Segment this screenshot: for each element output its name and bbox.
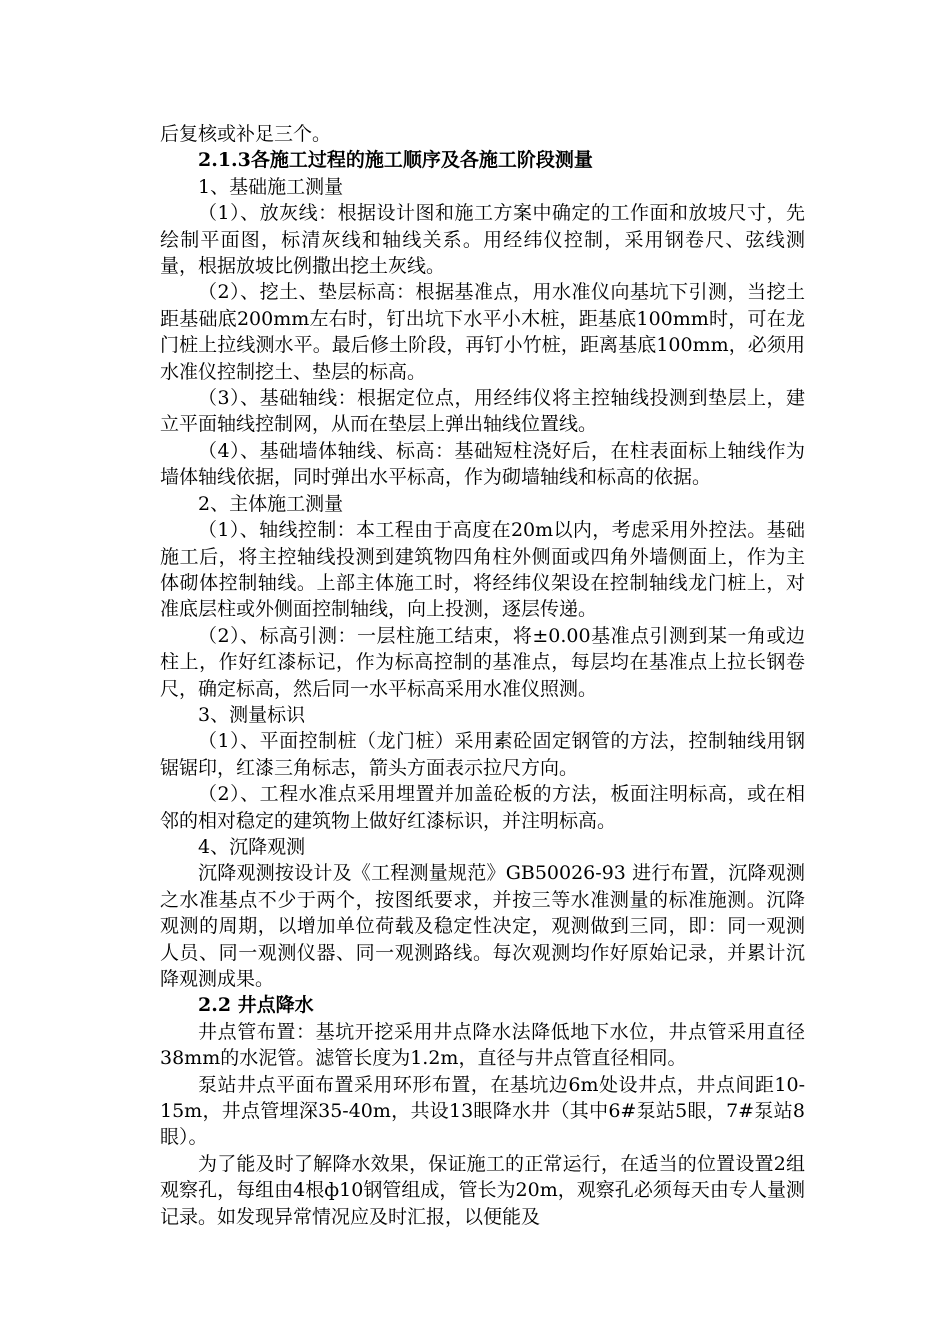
paragraph-benchmarks: （2）、工程水准点采用埋置并加盖砼板的方法，板面注明标高，或在相邻的相对稳定的建筑物上做好红漆标识，并注明标高。 xyxy=(160,783,805,832)
section-heading-2-2: 2.2 井点降水 xyxy=(198,994,314,1017)
paragraph-continuation: 后复核或补足三个。 xyxy=(160,123,332,145)
subsection-heading-settlement: 4、沉降观测 xyxy=(198,835,306,858)
paragraph-lime-line: （1）、放灰线：根据设计图和施工方案中确定的工作面和放坡尺寸，先绘制平面图，标清灰线和轴线关系。用经纬仪控制，采用钢卷尺、弦线测量，根据放坡比例撒出挖土灰线。 xyxy=(160,202,805,278)
paragraph-excavation-elevation: （2）、挖土、垫层标高：根据基准点，用水准仪向基坑下引测，当挖土距基础底200mm左右时，钉出坑下水平小木桩，距基底100mm时，可在龙门桩上拉线测水平。最后修土阶段，再钉小竹桩，距离基底100mm，必须用水准仪控制挖土、垫层的标高。 xyxy=(160,281,805,383)
paragraph-control-stakes: （1）、平面控制桩（龙门桩）采用素砼固定钢管的方法，控制轴线用钢锯锯印，红漆三角标志，箭头方面表示拉尺方向。 xyxy=(160,730,805,779)
paragraph-wall-axis-elevation: （4）、基础墙体轴线、标高：基础短柱浇好后，在柱表面标上轴线作为墙体轴线依据，同时弹出水平标高，作为砌墙轴线和标高的依据。 xyxy=(160,439,805,489)
paragraph-pump-station-layout: 泵站井点平面布置采用环形布置，在基坑边6m处设井点，井点间距10-15m，井点管埋深35-40m，共设13眼降水井（其中6#泵站5眼，7#泵站8眼）。 xyxy=(160,1073,805,1149)
subsection-heading-main-structure-survey: 2、主体施工测量 xyxy=(198,492,344,515)
paragraph-elevation-transfer: （2）、标高引测：一层柱施工结束，将±0.00基准点引测到某一角或边柱上，作好红漆标记，作为标高控制的基准点，每层均在基准点上拉长钢卷尺，确定标高，然后同一水平标高采用水准仪照测。 xyxy=(160,624,805,700)
paragraph-foundation-axis: （3）、基础轴线：根据定位点，用经纬仪将主控轴线投测到垫层上，建立平面轴线控制网，从而在垫层上弹出轴线位置线。 xyxy=(160,387,805,436)
paragraph-settlement-observation: 沉降观测按设计及《工程测量规范》GB50026-93 进行布置，沉降观测之水准基点不少于两个，按图纸要求，并按三等水准测量的标准施测。沉降观测的周期，以增加单位荷载及稳定性决定，观测做到三同，即：同一观测人员、同一观测仪器、同一观测路线。每次观测均作好原始记录，并累计沉降观测成果。 xyxy=(160,862,805,990)
subsection-heading-survey-marks: 3、测量标识 xyxy=(198,703,306,726)
document-page xyxy=(160,121,805,1230)
subsection-heading-foundation-survey: 1、基础施工测量 xyxy=(198,175,344,198)
paragraph-wellpoint-layout: 井点管布置：基坑开挖采用井点降水法降低地下水位，井点管采用直径38mm的水泥管。滤管长度为1.2m，直径与井点管直径相同。 xyxy=(160,1020,805,1070)
paragraph-observation-holes: 为了能及时了解降水效果，保证施工的正常运行，在适当的位置设置2组观察孔，每组由4根ф10钢管组成，管长为20m，观察孔必须每天由专人量测记录。如发现异常情况应及时汇报，以便能及 xyxy=(160,1152,805,1228)
paragraph-axis-control: （1）、轴线控制：本工程由于高度在20m以内，考虑采用外控法。基础施工后，将主控轴线投测到建筑物四角柱外侧面或四角外墙侧面上，作为主体砌体控制轴线。上部主体施工时，将经纬仪架设在控制轴线龙门桩上，对准底层柱或外侧面控制轴线，向上投测，逐层传递。 xyxy=(160,519,805,621)
section-heading-2-1-3: 2.1.3各施工过程的施工顺序及各施工阶段测量 xyxy=(198,149,593,172)
